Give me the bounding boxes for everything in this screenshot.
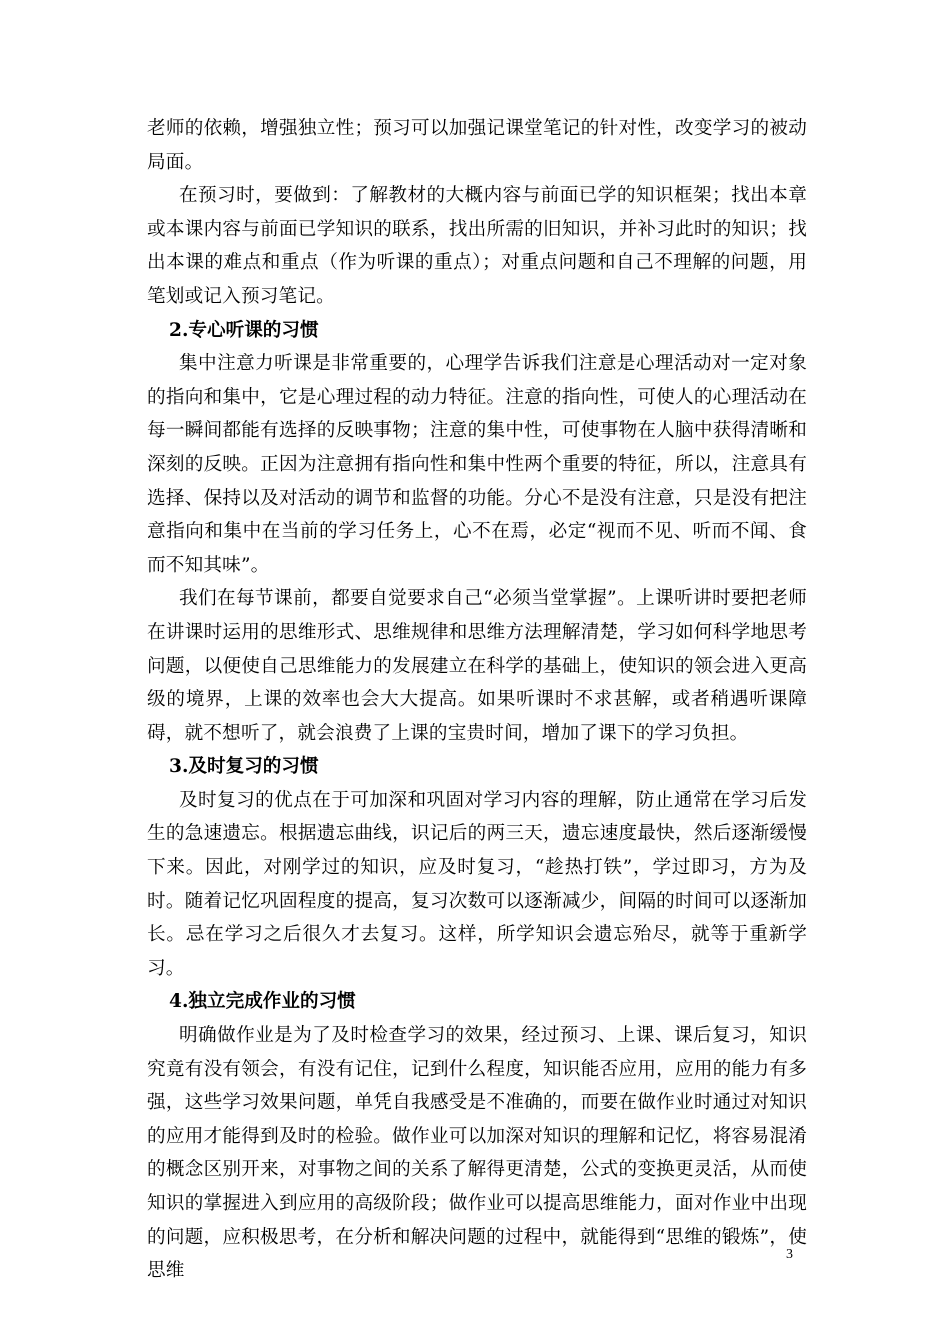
section-heading-homework: 4.独立完成作业的习惯 [169,991,356,1013]
paragraph-in-class: 我们在每节课前，都要自觉要求自己“必须当堂掌握”。上课听讲时要把老师在讲课时运用的思维形式、思维规律和思维方法理解清楚，学习如何科学地思考问题，以便使自己思维能力的发展建立在科学的基础上，使知识的领会进入更高级的境界，上课的效率也会大大提高。如果听课时不求甚解，或者稍遇听课障碍，就不想听了，就会浪费了上课的宝贵时间，增加了课下的学习负担。 [147,588,807,744]
paragraph-preview-steps: 在预习时，要做到：了解教材的大概内容与前面已学的知识框架；找出本章或本课内容与前面已学知识的联系，找出所需的旧知识，并补习此时的知识；找出本课的难点和重点（作为听课的重点）；对重点问题和自己不理解的问题，用笔划或记入预习笔记。 [147,185,807,307]
paragraph-homework: 明确做作业是为了及时检查学习的效果，经过预习、上课、课后复习，知识究竟有没有领会，有没有记住，记到什么程度，知识能否应用，应用的能力有多强，这些学习效果问题，单凭自我感受是不准确的，而要在做作业时通过对知识的应用才能得到及时的检验。做作业可以加深对知识的理解和记忆，将容易混淆的概念区别开来，对事物之间的关系了解得更清楚，公式的变换更灵活，从而使知识的掌握进入到应用的高级阶段；做作业可以提高思维能力，面对作业中出现的问题，应积极思考，在分析和解决问题的过程中，就能得到“思维的锻炼”，使思维 [147,1025,807,1282]
paragraph-review: 及时复习的优点在于可加深和巩固对学习内容的理解，防止通常在学习后发生的急速遗忘。根据遗忘曲线，识记后的两三天，遗忘速度最快，然后逐渐缓慢下来。因此，对刚学过的知识，应及时复习，“趁热打铁”，学过即习，方为及时。随着记忆巩固程度的提高，复习次数可以逐渐减少，间隔的时间可以逐渐加长。忌在学习之后很久才去复习。这样，所学知识会遗忘殆尽，就等于重新学习。 [147,789,807,979]
page-number: 3 [786,1247,793,1262]
section-heading-listening: 2.专心听课的习惯 [169,319,319,341]
paragraph-preview-benefits: 老师的依赖，增强独立性；预习可以加强记课堂笔记的针对性，改变学习的被动局面。 [147,118,807,173]
paragraph-attention: 集中注意力听课是非常重要的，心理学告诉我们注意是心理活动对一定对象的指向和集中，它是心理过程的动力特征。注意的指向性，可使人的心理活动在每一瞬间都能有选择的反映事物；注意的集中性，可使事物在人脑中获得清晰和深刻的反映。正因为注意拥有指向性和集中性两个重要的特征，所以，注意具有选择、保持以及对活动的调节和监督的功能。分心不是没有注意，只是没有把注意指向和集中在当前的学习任务上，心不在焉，必定“视而不见、听而不闻、食而不知其味”。 [147,353,807,576]
document-body [147,112,807,1288]
section-heading-review: 3.及时复习的习惯 [169,756,319,778]
